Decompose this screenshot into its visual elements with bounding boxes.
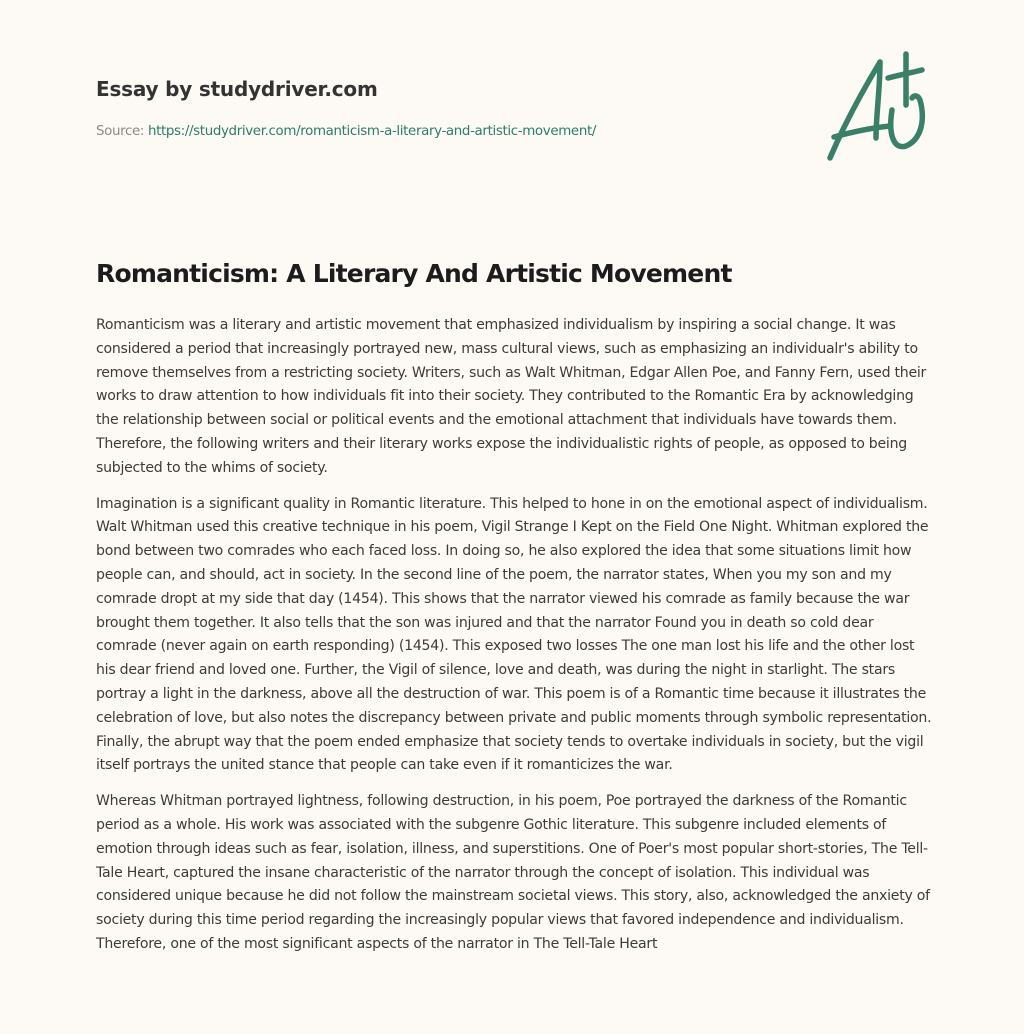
page-header <box>96 74 796 142</box>
source-label: Source: <box>96 124 148 139</box>
document-title: Romanticism: A Literary And Artistic Movement <box>96 259 732 288</box>
paragraph: Whereas Whitman portrayed lightness, following destruction, in his poem, Poe portrayed the darkness of the Romantic period as a whole. His work was associated with the subgenre Gothic literature. This subgenre included elements of emotion through ideas such as fear, isolation, illness, and superstitions. One of Poer's most popular short-stories, The Tell-Tale Heart, captured the insane characteristic of the narrator through the concept of isolation. This individual was considered unique because he did not follow the mainstream societal views. This story, also, acknowledged the anxiety of society during this time period regarding the increasingly popular views that favored independence and individualism. Therefore, one of the most significant aspects of the narrator in The Tell-Tale Heart <box>96 793 930 952</box>
essay-body <box>96 314 932 969</box>
source-line <box>96 122 796 142</box>
paragraph: Imagination is a significant quality in Romantic literature. This helped to hone in on the emotional aspect of individualism. Walt Whitman used this creative technique in his poem, Vigil Strange I Kept on the Field One Night. Whitman explored the bond between two comrades who each faced loss. In doing so, he also explored the idea that some situations limit how people can, and should, act in society. In the second line of the poem, the narrator states, When you my son and my comrade dropt at my side that day (1454). This shows that the narrator viewed his comrade as family because the war brought them together. It also tells that the son was injured and that the narrator Found you in death so cold dear comrade (never again on earth responding) (1454). This exposed two losses The one man lost his life and the other lost his dear friend and loved one. Further, the Vigil of silence, love and death, was during the night in starlight. The stars portray a light in the darkness, above all the destruction of war. This poem is of a Romantic time because it illustrates the celebration of love, but also notes the discrepancy between private and public moments through symbolic representation. Finally, the abrupt way that the poem ended emphasize that society tends to overtake individuals in society, but the vigil itself portrays the united stance that people can take even if it romanticizes the war. <box>96 495 932 774</box>
paragraph: Romanticism was a literary and artistic movement that emphasized individualism by inspiring a social change. It was considered a period that increasingly portrayed new, mass cultural views, such as emphasizing an individualr's ability to remove themselves from a restricting society. Writers, such as Walt Whitman, Edgar Allen Poe, and Fanny Fern, used their works to draw attention to how individuals fit into their society. They contributed to the Romantic Era by acknowledging the relationship between social or political events and the emotional attachment that individuals have towards them. Therefore, the following writers and their literary works expose the individualistic rights of people, as opposed to being subjected to the whims of society. <box>96 317 927 476</box>
a-plus-grade-icon <box>822 40 932 165</box>
site-title: Essay by studydriver.com <box>96 77 378 101</box>
source-link[interactable]: https://studydriver.com/romanticism-a-literary-and-artistic-movement/ <box>147 124 597 139</box>
